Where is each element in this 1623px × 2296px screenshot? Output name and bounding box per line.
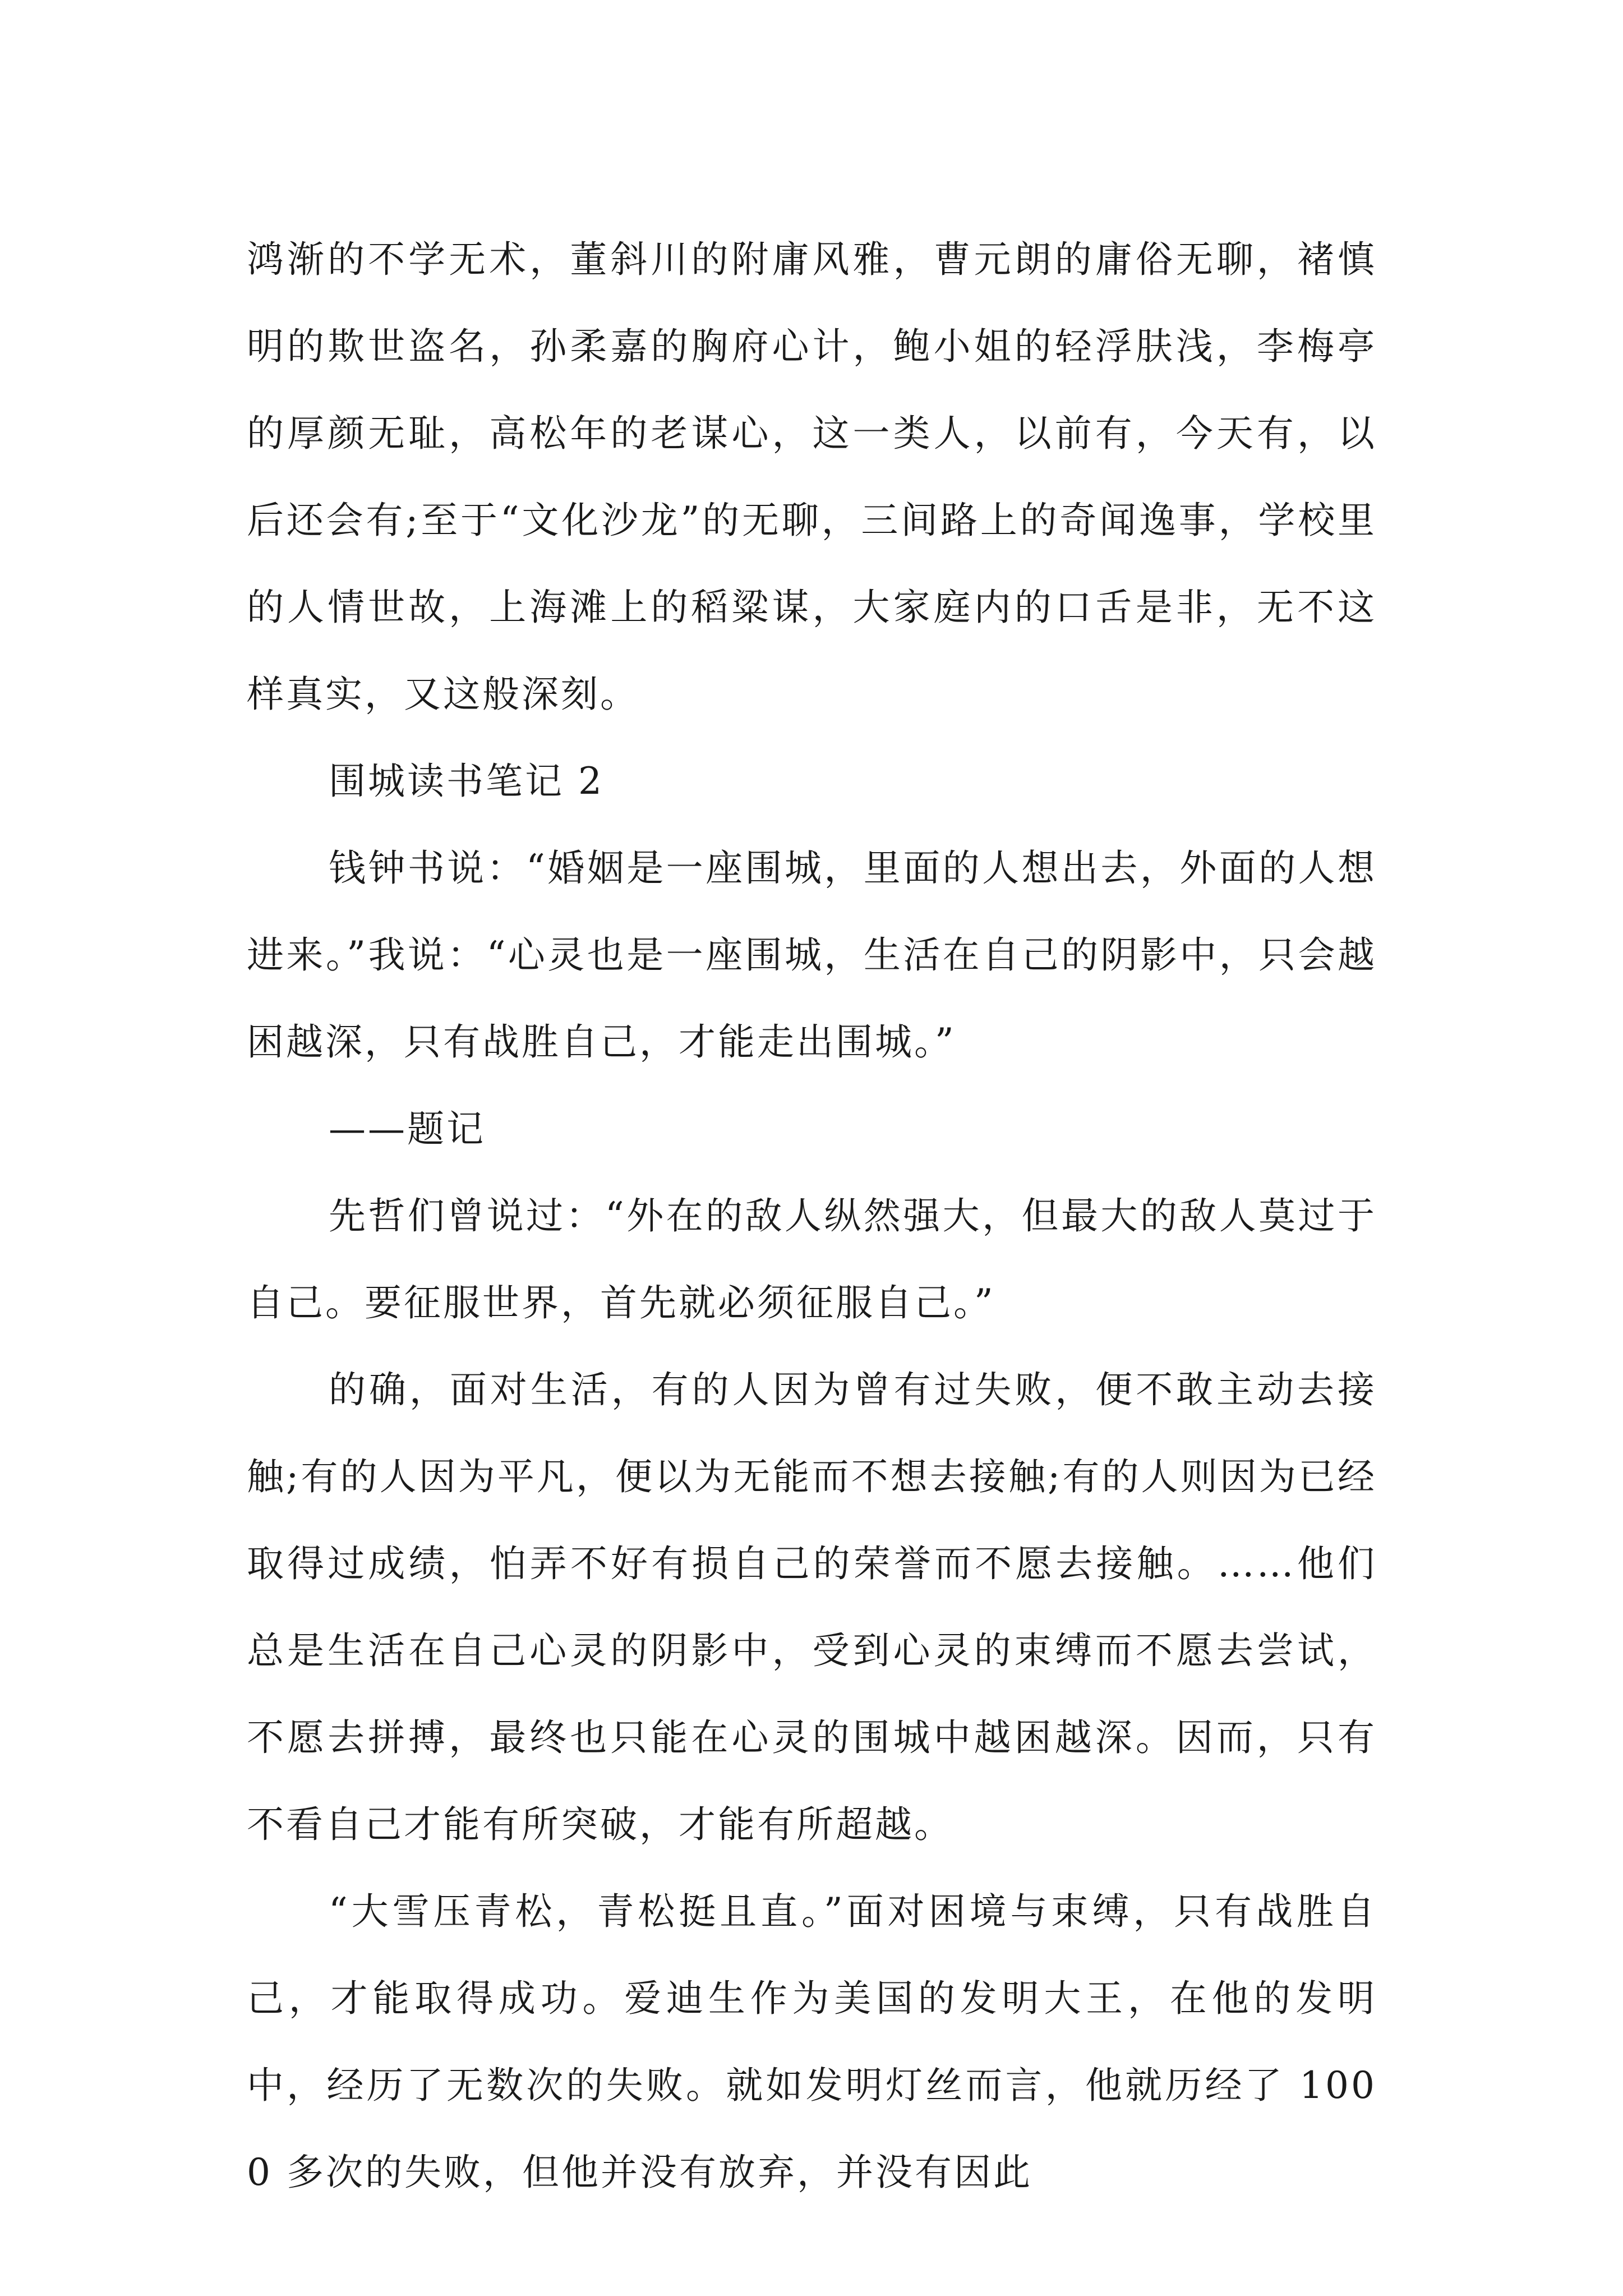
paragraph-philosophers-quote: 先哲们曾说过：“外在的敌人纵然强大，但最大的敌人莫过于自己。要征服世界，首先就必须征服自己。”	[247, 1194, 1377, 1324]
epigraph-label: ——题记	[329, 1107, 486, 1151]
paragraph-character-critique: 鸿渐的不学无术，董斜川的附庸风雅，曹元朗的庸俗无聊，褚慎明的欺世盗名，孙柔嘉的胸府心计，鲍小姐的轻浮肤浅，李梅亭的厚颜无耻，高松年的老谋心，这一类人，以前有，今天有，以后还会有;至于“文化沙龙”的无聊，三间路上的奇闻逸事，学校里的人情世故，上海滩上的稻粱谋，大家庭内的口舌是非，无不这样真实，又这般深刻。	[247, 238, 1377, 716]
paragraph-edison: “大雪压青松，青松挺且直。”面对困境与束缚，只有战胜自己，才能取得成功。爱迪生作为美国的发明大王，在他的发明中，经历了无数次的失败。就如发明灯丝而言，他就历经了 1000 多次的失败，但他并没有放弃，并没有因此	[247, 1890, 1377, 2194]
paragraph-facing-life: 的确，面对生活，有的人因为曾有过失败，便不敢主动去接触;有的人因为平凡，便以为无能而不想去接触;有的人则因为已经取得过成绩，怕弄不好有损自己的荣誉而不愿去接触。……他们总是生活在自己心灵的阴影中，受到心灵的束缚而不愿去尝试，不愿去拼搏，最终也只能在心灵的围城中越困越深。因而，只有不看自己才能有所突破，才能有所超越。	[247, 1368, 1377, 1846]
document-body	[247, 216, 1377, 2216]
paragraph-quote-qian-zhongshu: 钱钟书说：“婚姻是一座围城，里面的人想出去，外面的人想进来。”我说：“心灵也是一座围城，生活在自己的阴影中，只会越困越深，只有战胜自己，才能走出围城。”	[247, 846, 1377, 1064]
section-heading: 围城读书笔记 2	[329, 760, 604, 803]
